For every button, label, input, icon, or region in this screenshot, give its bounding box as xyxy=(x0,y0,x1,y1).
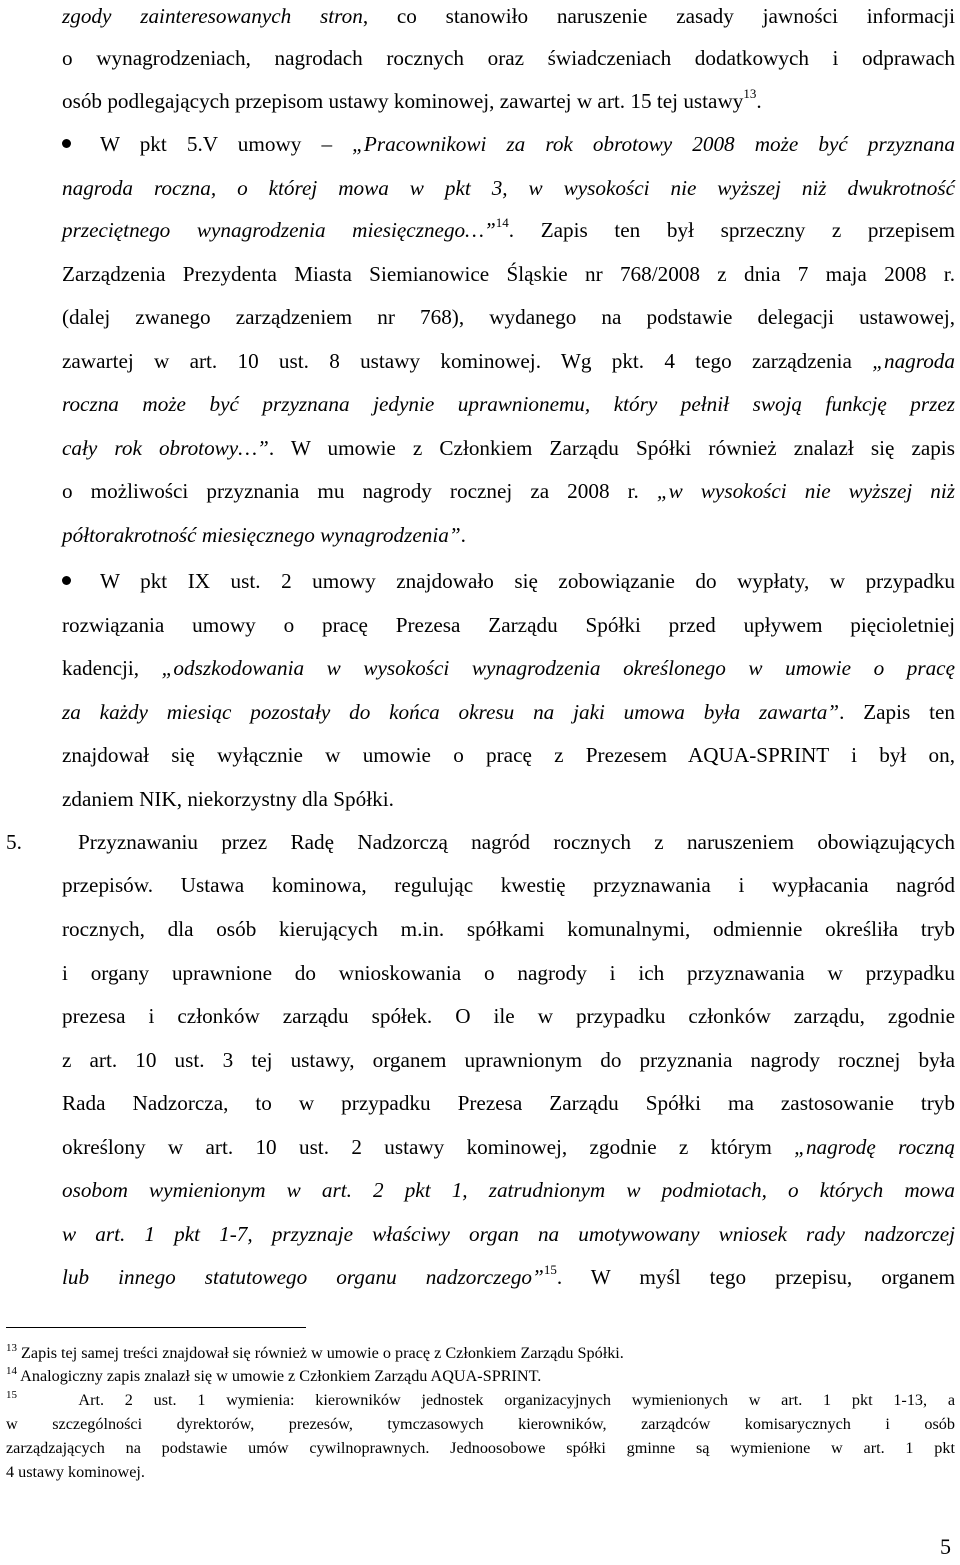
text-line: W pkt 5.V umowy – „Pracownikowi za rok obrotowy 2008 może być przyznana xyxy=(100,132,955,156)
text-line: i organy uprawnione do wnioskowania o nagrody i ich przyznawania w przypadku xyxy=(62,961,955,985)
bullet xyxy=(62,576,71,585)
text-line: określony w art. 10 ust. 2 ustawy kominowej, zgodnie z którym „nagrodę roczną xyxy=(62,1135,955,1159)
text-line: półtorakrotność miesięcznego wynagrodzenia”. xyxy=(62,523,466,547)
text-line: Zarządzenia Prezydenta Miasta Siemianowice Śląskie nr 768/2008 z dnia 7 maja 2008 r. xyxy=(62,262,955,286)
text-line: przepisów. Ustawa kominowa, regulując kwestię przyznawania i wypłacania nagród xyxy=(62,873,955,897)
bullet xyxy=(62,139,71,148)
text-line: rocznych, dla osób kierujących m.in. spółkami komunalnymi, odmiennie określiła tryb xyxy=(62,917,955,941)
text-line: prezesa i członków zarządu spółek. O ile w przypadku członków zarządu, zgodnie xyxy=(62,1004,955,1028)
text-line: za każdy miesiąc pozostały do końca okresu na jaki umowa była zawarta”. Zapis ten xyxy=(62,700,955,724)
text-line: Rada Nadzorcza, to w przypadku Prezesa Zarządu Spółki ma zastosowanie tryb xyxy=(62,1091,955,1115)
text-line: w art. 1 pkt 1-7, przyznaje właściwy organ na umotywowany wniosek rady nadzorczej xyxy=(62,1222,955,1246)
text-line: rozwiązania umowy o pracę Prezesa Zarządu Spółki przed upływem pięcioletniej xyxy=(62,613,955,637)
text-line: zdaniem NIK, niekorzystny dla Spółki. xyxy=(62,787,394,811)
text-line: cały rok obrotowy…”. W umowie z Członkiem Zarządu Spółki również znalazł się zapis xyxy=(62,436,955,460)
text-line: lub innego statutowego organu nadzorczego”$^{15}$. W myśl tego przepisu, organem xyxy=(62,1262,955,1289)
footnote: $^{13}$ Zapis tej samej treści znajdował się również w umowie o pracę z Członkiem Zarządu Spółki. xyxy=(6,1342,624,1362)
text-line: (dalej zwanego zarządzeniem nr 768), wydanego na podstawie delegacji ustawowej, xyxy=(62,305,955,329)
text-line: nagroda roczna, o której mowa w pkt 3, w wysokości nie wyższej niż dwukrotność xyxy=(62,176,955,200)
text-line: o wynagrodzeniach, nagrodach rocznych oraz świadczeniach dodatkowych i odprawach xyxy=(62,46,955,70)
text-line: osób podlegających przepisom ustawy kominowej, zawartej w art. 15 tej ustawy$^{13}$. xyxy=(62,86,762,113)
footnote-line: zarządzających na podstawie umów cywilnoprawnych. Jednoosobowe spółki gminne są wymienione w art. 1 pkt xyxy=(6,1439,955,1457)
text-line: znajdował się wyłącznie w umowie o pracę z Prezesem AQUA-SPRINT i był on, xyxy=(62,743,955,767)
footnote-line: w szczególności dyrektorów, prezesów, tymczasowych kierowników, zarządców komisarycznych i osób xyxy=(6,1415,955,1433)
text-line: W pkt IX ust. 2 umowy znajdowało się zobowiązanie do wypłaty, w przypadku xyxy=(100,569,955,593)
text-line: o możliwości przyznania mu nagrody rocznej za 2008 r. „w wysokości nie wyższej niż xyxy=(62,479,956,503)
footnote: $^{14}$ Analogiczny zapis znalazł się w umowie z Członkiem Zarządu AQUA-SPRINT. xyxy=(6,1365,542,1385)
text-line: zawartej w art. 10 ust. 8 ustawy kominowej. Wg pkt. 4 tego zarządzenia „nagroda xyxy=(62,349,955,373)
text-line: przeciętnego wynagrodzenia miesięcznego…”$^{14}$. Zapis ten był sprzeczny z przepisem xyxy=(62,215,956,242)
footnote-line: 4 ustawy kominowej. xyxy=(6,1463,145,1481)
text-line: kadencji, „odszkodowania w wysokości wynagrodzenia określonego w umowie o pracę xyxy=(62,656,955,680)
text-line: zgody zainteresowanych stron, co stanowiło naruszenie zasady jawności informacji xyxy=(62,4,955,28)
footnote-separator xyxy=(6,1327,306,1328)
text-line: roczna może być przyznana jedynie uprawnionemu, który pełnił swoją funkcję przez xyxy=(62,392,955,416)
list-number: 5. xyxy=(6,830,22,854)
text-line: z art. 10 ust. 3 tej ustawy, organem uprawnionym do przyznania nagrody rocznej była xyxy=(62,1048,955,1072)
text-line: osobom wymienionym w art. 2 pkt 1, zatrudnionym w podmiotach, o których mowa xyxy=(62,1178,955,1202)
footnote: $^{15}$ Art. 2 ust. 1 wymienia: kierowników jednostek organizacyjnych wymienionych w art. 1 pkt 1-13, a xyxy=(6,1389,955,1409)
text-line: Przyznawaniu przez Radę Nadzorczą nagród rocznych z naruszeniem obowiązujących xyxy=(78,830,955,854)
page-number: 5 xyxy=(940,1534,951,1559)
